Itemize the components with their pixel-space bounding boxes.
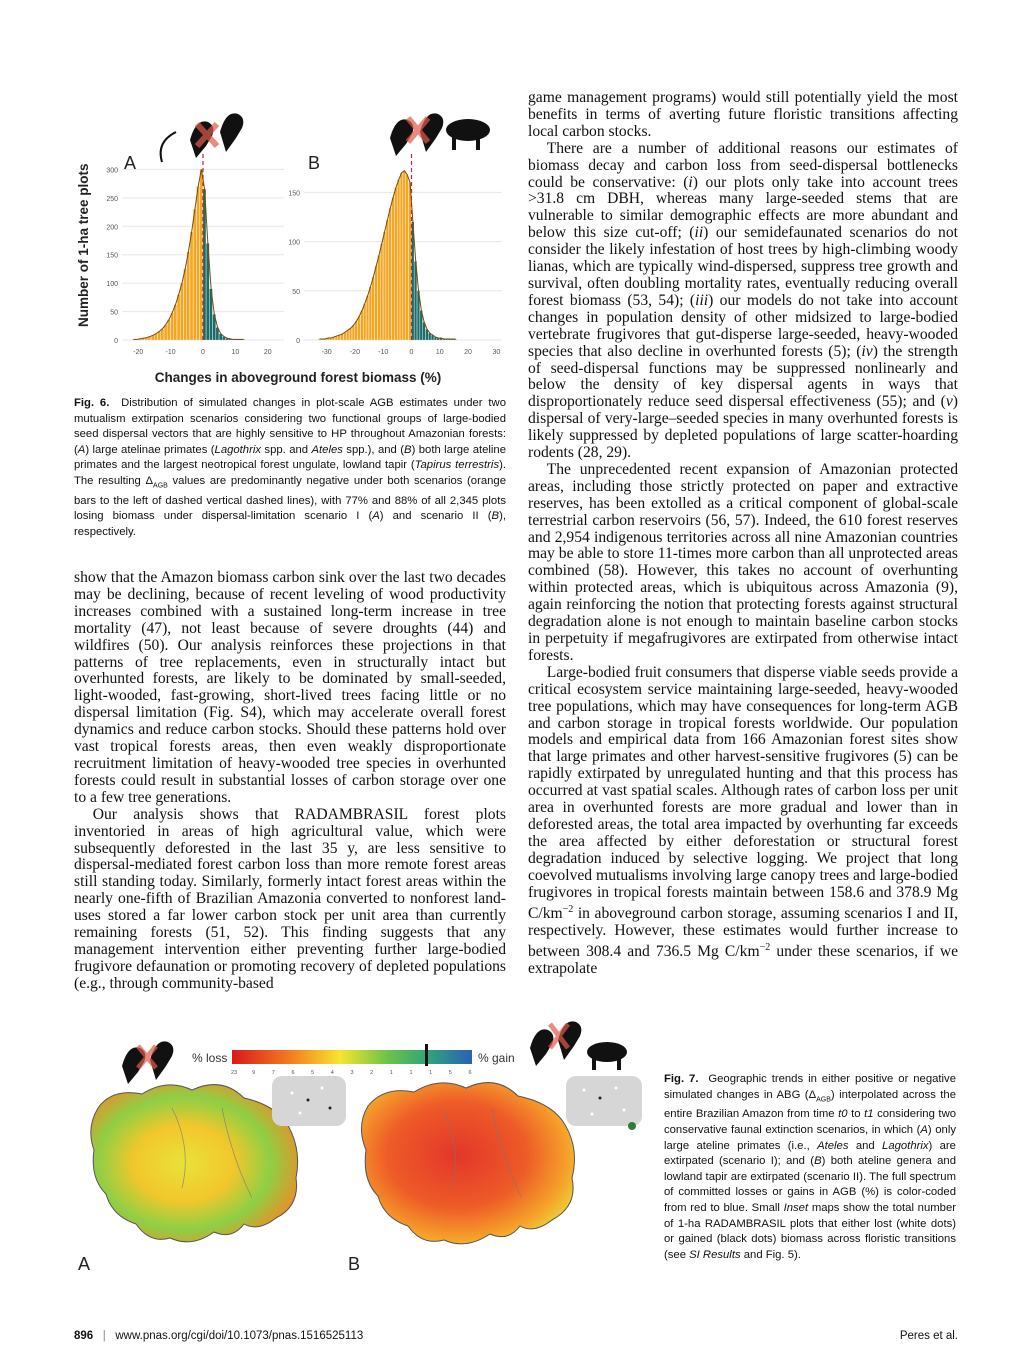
footer-authors: Peres et al. xyxy=(899,1330,958,1342)
histogram-bar xyxy=(161,329,164,340)
paragraph-text: iii xyxy=(695,291,709,309)
histogram-bar xyxy=(409,183,412,340)
histogram-bar xyxy=(361,310,364,340)
y-tick-label: 150 xyxy=(288,190,300,198)
superscript: −2 xyxy=(759,941,771,953)
x-tick-label: 0 xyxy=(201,349,205,356)
monkey-tapir-silhouettes-icon xyxy=(530,1021,627,1070)
inset-map-a xyxy=(272,1076,346,1126)
figure-7-maps xyxy=(72,1018,650,1278)
x-tick-label: 20 xyxy=(464,349,472,356)
y-tick-label: 250 xyxy=(106,195,118,203)
scale-tick-label: 6 xyxy=(468,1070,472,1076)
loss-label: % loss xyxy=(192,1051,228,1065)
paragraph xyxy=(528,665,958,978)
histogram-bar xyxy=(193,209,196,340)
map-a-brazilian-amazon xyxy=(91,1085,298,1242)
paragraph-text: Large-bodied fruit consumers that disperse viable seeds provide a critical ecosystem service maintaining large-seeded, heavy-wooded tree populations, which may have consequences for long-term AGB and carbon storage in tropical forests worldwide. Our population models and empirical data from 166 Amazonian forest sites show that large primates and other harvest-sensitive frugivores (5) can be rapidly extirpated by unregulated hunting and that this process has occurred at vast spatial scales. Although rates of carbon loss per unit area in overhunted forests are more gradual and lower than in deforested areas, the total area impacted by overhunting far exceeds the area affected by either deforestation or structural forest degradation induced by selective logging. We project that long coevolved mutualisms involving large canopy trees and large-bodied frugivores in tropical forests maintain between 158.6 and 378.9 Mg C/km xyxy=(528,663,958,922)
y-tick-label: 50 xyxy=(292,288,300,296)
paragraph-text: v xyxy=(945,393,953,411)
histogram-bar xyxy=(380,244,383,340)
paragraph: game management programs) would still potentially yield the most benefits in terms of averting future floristic transitions affecting local carbon stocks. xyxy=(528,89,958,140)
histogram-bar xyxy=(164,325,167,340)
x-tick-label: 30 xyxy=(492,349,501,356)
paragraph-text: i xyxy=(688,173,693,191)
caption-text: AGB xyxy=(153,482,168,490)
caption-text: t0 xyxy=(838,1108,848,1121)
y-tick-label: 300 xyxy=(106,167,118,175)
scale-tick-label: 6 xyxy=(291,1070,295,1076)
y-tick-label: 0 xyxy=(114,338,118,345)
caption-text: AGB xyxy=(816,1095,831,1103)
caption-text: A xyxy=(920,1124,928,1137)
right-column-text xyxy=(528,90,958,978)
x-tick-label: -30 xyxy=(321,349,332,356)
caption-text: ) interpolated across the entire Brazilian Amazon from time xyxy=(664,1088,956,1121)
scale-tick-label: 7 xyxy=(271,1070,275,1076)
caption-text: ) both ateline genera and lowland tapir are extirpated (scenario II). The full spectrum of committed losses or gains in AGB (%) is color-coded from red to blue. Small xyxy=(664,1155,957,1214)
histogram-bar xyxy=(386,220,389,340)
histogram-bar xyxy=(400,173,403,340)
page-number: 896 xyxy=(74,1330,94,1342)
histogram-bar xyxy=(369,287,372,340)
x-tick-label: -10 xyxy=(378,349,389,356)
caption-text: maps show the total number of 1-ha RADAMBRASIL plots that either lost (white dots) or gained (black dots) biomass across floristic transitions (see xyxy=(664,1202,956,1261)
caption-text: Distribution of simulated changes in plot-scale AGB estimates under two mutualism extirpation scenarios considering two functional groups of large-bodied seed dispersal vectors that are highly sensitive to HP throughout Amazonian forests: ( xyxy=(74,397,506,456)
page-footer xyxy=(74,1330,363,1342)
paragraph-text: ) the strength of seed-dispersal functions may be suppressed nonlinearly and below the density of key dispersal agents in ways that disproportionately reduce seed dispersal effectiveness (55); and ( xyxy=(528,342,958,411)
caption-text: SI Results xyxy=(689,1248,741,1261)
caption-text: Ateles xyxy=(817,1139,849,1152)
caption-text: ) are extirpated (scenario I); and ( xyxy=(664,1139,956,1168)
scale-tick-label: 9 xyxy=(252,1070,256,1076)
histogram-bar xyxy=(349,328,352,340)
histogram-bar xyxy=(383,232,386,340)
histogram-panel-a xyxy=(106,154,284,356)
scale-tick-label: 5 xyxy=(448,1070,452,1076)
x-tick-label: 20 xyxy=(263,349,272,356)
superscript: −2 xyxy=(562,903,574,915)
caption-label: Fig. 7. xyxy=(664,1073,699,1085)
monkey-silhouettes-icon xyxy=(122,1041,173,1084)
histogram-bar xyxy=(395,188,398,340)
y-tick-label: 100 xyxy=(106,281,118,289)
x-tick-label: 10 xyxy=(435,349,444,356)
map-b-brazilian-amazon xyxy=(361,1083,574,1244)
histogram-bar xyxy=(346,330,349,340)
histogram-bar xyxy=(167,320,170,340)
paragraph-text: There are a number of additional reasons our estimates of biomass decay and carbon loss from seed-dispersal bottlenecks could be conservative: ( xyxy=(528,139,958,191)
caption-label: Fig. 6. xyxy=(74,397,110,409)
caption-text: ) both large ateline primates and the largest neotropical forest ungulate, lowland tapir ( xyxy=(74,443,507,472)
caption-text: ), respectively. xyxy=(74,510,506,538)
scale-tick-label: 23 xyxy=(230,1070,238,1076)
paragraph: The unprecedented recent expansion of Amazonian protected areas, including those strictly protected on paper and extractive reserves, has been extolled as a critical component of global-scale terrestrial carbon reservoirs (56, 57). Indeed, the 610 forest reserves and 2,954 indigenous territories across all nine Amazonian countries may be able to store 11-times more carbon than all unprotected areas combined (58). However, this takes no account of overhunting within protected areas, which is ubiquitous across Amazonia (9), again reinforcing the notion that protecting forests against structural degradation alone is not enough to maintain baseline carbon stocks in perpetuity if megafrugivores are extirpated from otherwise intact forests. xyxy=(528,460,958,664)
paragraph: show that the Amazon biomass carbon sink over the last two decades may be declining, because of recent leveling of wood productivity increases combined with a sustained long-term increase in tree mortality (47), not least because of severe droughts (44) and wildfires (50). Our analysis reinforces these projections in that patterns of tree replacements, even in structurally intact but overhunted forests, are likely to be dominated by small-seeded, light-wooded, fast-growing, short-lived trees facing little or no dispersal limitation (Fig. S4), which may accelerate overall forest dynamics and reduce carbon stocks. Should these patterns hold over vast tropical forests areas, then even weakly disproportionate recruitment limitation of heavy-wooded tree species in overhunted forests could result in substantial losses of carbon storage over one to a few tree generations. xyxy=(74,569,506,806)
caption-text: Ateles xyxy=(311,443,343,456)
map-panel-b-label: B xyxy=(348,1254,361,1274)
histogram-bar xyxy=(180,283,183,340)
scale-tick-label: 4 xyxy=(330,1070,334,1076)
caption-text: B xyxy=(491,510,500,523)
paragraph-text: iv xyxy=(861,342,873,360)
panel-b-label: B xyxy=(308,153,321,173)
histogram-bar xyxy=(171,313,174,340)
color-scale-bar xyxy=(232,1050,472,1064)
figure-7 xyxy=(72,1018,650,1278)
y-tick-label: 150 xyxy=(106,252,118,260)
caption-text: Lagothrix xyxy=(882,1139,929,1152)
x-tick-label: 10 xyxy=(231,349,240,356)
scale-tick-label: 1 xyxy=(429,1070,433,1076)
histogram-bar xyxy=(372,277,375,340)
caption-text: values are predominantly negative under both scenarios (orange bars to the left of dashed vertical dashed lines), with 77% and 88% of all 2,345 plots losing biomass under dispersal-limitation scenario I ( xyxy=(74,474,506,523)
caption-text: t1 xyxy=(864,1108,874,1121)
caption-text: to xyxy=(847,1108,865,1121)
caption-text: ) only large ateline primates (i.e., xyxy=(664,1124,956,1152)
scale-tick-label: 1 xyxy=(409,1070,413,1076)
footer-separator: | xyxy=(102,1330,106,1342)
histogram-bar xyxy=(197,186,200,340)
y-tick-label: 0 xyxy=(296,338,300,345)
x-tick-label: -20 xyxy=(133,349,144,356)
figure-6-caption xyxy=(74,396,506,541)
histogram-bar xyxy=(187,252,190,340)
histogram-bar xyxy=(389,208,392,340)
histogram-bar xyxy=(366,296,369,340)
caption-text: ) large atelinae primates ( xyxy=(85,443,215,456)
paragraph-text: ) our semidefaunated scenarios do not consider the likely infestation of host trees by high-climbing woody lianas, which are typically wind-dispersed, suppress tree growth and survival, often doubling mortality rates, eventually reducing overall forest biomass (53, 54); ( xyxy=(528,224,958,309)
histogram-bar xyxy=(200,169,203,340)
caption-text: spp.), and ( xyxy=(342,443,405,456)
scale-tick-label: 3 xyxy=(350,1070,354,1076)
histogram-bar xyxy=(190,232,193,340)
figure-6 xyxy=(72,92,512,392)
histogram-bar xyxy=(375,266,378,340)
histogram-bar xyxy=(392,197,395,340)
x-axis-label: Changes in aboveground forest biomass (%) xyxy=(154,370,442,385)
left-column-text xyxy=(74,570,506,993)
paragraph-text: ) our plots only take into account trees >31.8 cm DBH, whereas many large-seeded stems that are vulnerable to similar demographic effects are more abundant and below this size cut-off; ( xyxy=(528,173,958,242)
histogram-bar xyxy=(358,316,361,340)
paragraph xyxy=(528,141,958,462)
caption-text: Tapirus terrestris xyxy=(414,459,500,472)
scale-tick-label: 2 xyxy=(370,1070,374,1076)
caption-text: and Fig. 5). xyxy=(740,1248,801,1261)
caption-text: A xyxy=(372,510,380,523)
scale-tick-label: 1 xyxy=(389,1070,393,1076)
caption-text: Geographic trends in either positive or negative simulated changes in ABG (Δ xyxy=(664,1073,956,1101)
caption-text: ). The resulting Δ xyxy=(74,459,506,487)
x-tick-label: -20 xyxy=(349,349,360,356)
caption-text: ) and scenario II ( xyxy=(379,510,492,523)
histogram-bar xyxy=(378,255,381,340)
figure-7-caption xyxy=(664,1072,956,1263)
paragraph-text: under these scenarios, if we extrapolate xyxy=(528,942,958,977)
histogram-bar xyxy=(184,269,187,340)
paragraph-text: ) our models do not take into account changes in population density of other midsized to large-bodied vertebrate frugivores that gut-disperse large-seeded, heavy-wooded species that also decline in overhunted forests (5); ( xyxy=(528,291,958,360)
doi-link[interactable]: www.pnas.org/cgi/doi/10.1073/pnas.1516525113 xyxy=(115,1330,364,1342)
inset-map-b xyxy=(566,1076,642,1130)
scale-tick-label: 5 xyxy=(311,1070,315,1076)
caption-text: spp. and xyxy=(261,443,312,456)
y-tick-label: 50 xyxy=(110,309,118,317)
x-tick-label: 0 xyxy=(409,349,414,356)
monkey-silhouettes-a-icon xyxy=(161,113,244,162)
monkey-tapir-silhouettes-b-icon xyxy=(390,113,490,156)
map-panel-a-label: A xyxy=(78,1254,91,1274)
histogram-bar xyxy=(363,304,366,340)
gain-label: % gain xyxy=(478,1051,515,1065)
y-axis-label: Number of 1-ha tree plots xyxy=(76,163,91,327)
caption-text: A xyxy=(77,443,86,456)
caption-text: considering two conservative faunal extinction scenarios, in which ( xyxy=(664,1108,957,1137)
caption-text: and xyxy=(848,1139,883,1152)
histogram-bar xyxy=(406,175,409,340)
y-tick-label: 100 xyxy=(288,239,300,247)
histogram-bar xyxy=(355,321,358,340)
histogram-bar xyxy=(403,171,406,340)
histogram-bar xyxy=(397,180,400,340)
histogram-bar xyxy=(177,295,180,341)
y-tick-label: 200 xyxy=(106,224,118,232)
scale-zero-marker xyxy=(425,1044,428,1066)
paragraph: Our analysis shows that RADAMBRASIL forest plots inventoried in areas of high agricultural value, which were subsequently deforested in the last 35 y, are less sensitive to dispersal-mediated forest carbon loss than more remote forest areas still standing today. Similarly, formerly intact forest areas within the nearly one-fifth of Brazilian Amazonia converted to nonforest land-uses stored a far lower carbon stock per unit area than currently remaining forests (51, 52). This finding suggests that any management intervention either preventing further large-bodied frugivore defaunation or promoting recovery of depleted populations (e.g., through community-based xyxy=(74,805,506,992)
paragraph-text: in aboveground carbon storage, assuming scenarios I and II, respectively. However, these estimates would further increase to between 308.4 and 736.5 Mg C/km xyxy=(528,904,958,960)
histogram-panel-b xyxy=(288,154,502,356)
paragraph-text: ) dispersal of very-large–seeded species in many overhunted forests is likely suppressed by depleted populations of large scatter-hoarding rodents (28, 29). xyxy=(528,393,958,462)
caption-text: Lagothrix xyxy=(214,443,262,456)
caption-text: Inset xyxy=(783,1202,809,1214)
paragraph-text: ii xyxy=(694,224,704,242)
caption-text: B xyxy=(404,443,412,456)
histogram-bar xyxy=(352,325,355,340)
histogram-bar xyxy=(174,305,177,340)
figure-6-chart xyxy=(72,92,512,392)
scale-ticks xyxy=(231,1070,472,1076)
x-tick-label: -10 xyxy=(165,349,176,356)
caption-text: B xyxy=(814,1155,822,1168)
panel-a-label: A xyxy=(124,153,137,173)
